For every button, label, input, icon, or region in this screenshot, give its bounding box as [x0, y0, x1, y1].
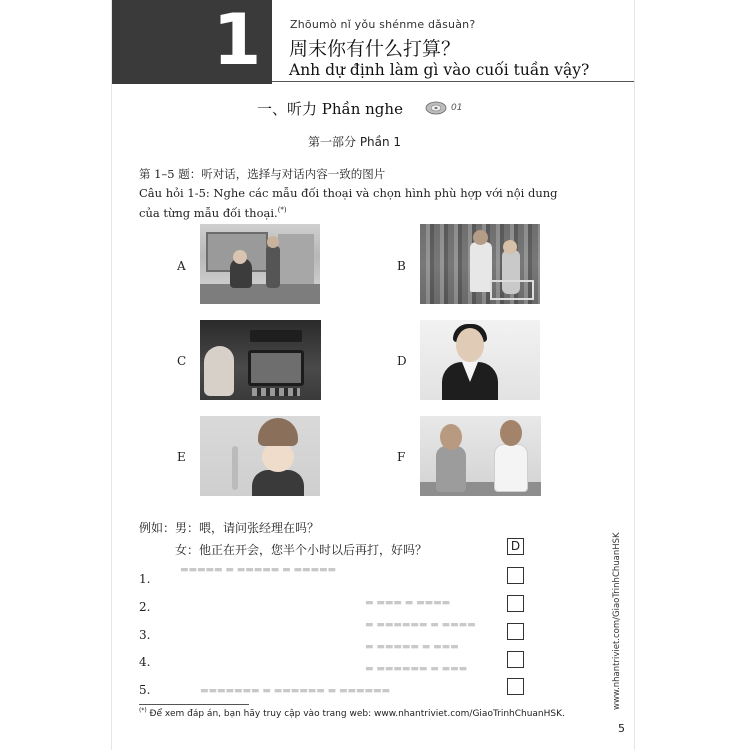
show-through-text: ▬ ▬▬▬▬▬▬ ▬ ▬▬▬▬ — [365, 620, 476, 630]
footnote — [139, 707, 565, 719]
option-label-c: C — [177, 354, 187, 368]
answer-box-4[interactable] — [507, 651, 524, 668]
option-label-e: E — [177, 450, 186, 464]
instructions-note-mark: (*) — [277, 206, 287, 214]
photo-child-chef — [200, 416, 320, 496]
answer-box-5[interactable] — [507, 678, 524, 695]
track-number: 01 — [451, 103, 463, 113]
show-through-text: ▬ ▬▬▬▬▬▬ ▬ ▬▬▬ — [365, 664, 468, 674]
answer-box-3[interactable] — [507, 623, 524, 640]
answer-box-1[interactable] — [507, 567, 524, 584]
example-line-male: 例如：男：喂，请问张经理在吗？ — [139, 521, 320, 535]
side-website-url: www.nhantriviet.com/GiaoTrinhChuanHSK — [612, 532, 622, 710]
photo-car-dashboard — [200, 320, 321, 400]
show-through-text: ▬▬▬▬▬▬▬ ▬ ▬▬▬▬▬▬ ▬ ▬▬▬▬▬▬ — [200, 686, 391, 696]
question-number-1: 1. — [139, 572, 151, 586]
title-pinyin: Zhōumò nǐ yǒu shénme dǎsuàn? — [290, 18, 476, 31]
example-line-female: 女：他正在开会，您半个小时以后再打，好吗？ — [175, 543, 428, 557]
show-through-text: ▬ ▬▬▬ ▬ ▬▬▬▬ — [365, 598, 451, 608]
page-number: 5 — [618, 722, 625, 735]
instructions-vietnamese-text: Câu hỏi 1-5: Nghe các mẫu đối thoại và chọn hình phù hợp với nội dung của từng mẫu đối thoại. — [139, 186, 558, 220]
example-answer-box: D — [507, 538, 524, 555]
question-number-2: 2. — [139, 600, 151, 614]
part-title: 第一部分 Phần 1 — [308, 135, 402, 149]
question-number-3: 3. — [139, 628, 151, 642]
option-label-a: A — [177, 259, 186, 273]
header-divider — [272, 81, 634, 82]
title-chinese: 周末你有什么打算？ — [289, 38, 461, 60]
footnote-text: Để xem đáp án, bạn hãy truy cập vào trang web: www.nhantriviet.com/GiaoTrinhChuanHSK. — [146, 709, 565, 719]
question-number-4: 4. — [139, 655, 151, 669]
answer-box-2[interactable] — [507, 595, 524, 612]
lesson-number: 1 — [212, 0, 262, 81]
audio-cd-icon — [425, 101, 447, 115]
show-through-text: ▬▬▬▬▬ ▬ ▬▬▬▬▬ ▬ ▬▬▬▬▬ — [180, 565, 337, 575]
question-number-5: 5. — [139, 683, 151, 697]
footnote-mark: (*) — [139, 707, 147, 714]
instructions-chinese: 第 1–5 题：听对话，选择与对话内容一致的图片 — [139, 167, 386, 181]
instructions-vietnamese — [139, 185, 579, 222]
section-title: 一、听力 Phần nghe — [257, 100, 403, 118]
option-label-f: F — [397, 450, 406, 464]
footnote-divider — [139, 704, 249, 705]
photo-receptionist-phone — [420, 320, 540, 400]
photo-office-people — [200, 224, 320, 304]
title-vietnamese: Anh dự định làm gì vào cuối tuần vậy? — [289, 61, 590, 79]
photo-supermarket-shopping — [420, 224, 540, 304]
option-label-d: D — [397, 354, 407, 368]
photo-couple-talking — [420, 416, 541, 496]
show-through-text: ▬ ▬▬▬▬▬ ▬ ▬▬▬ — [365, 642, 459, 652]
option-label-b: B — [397, 259, 406, 273]
